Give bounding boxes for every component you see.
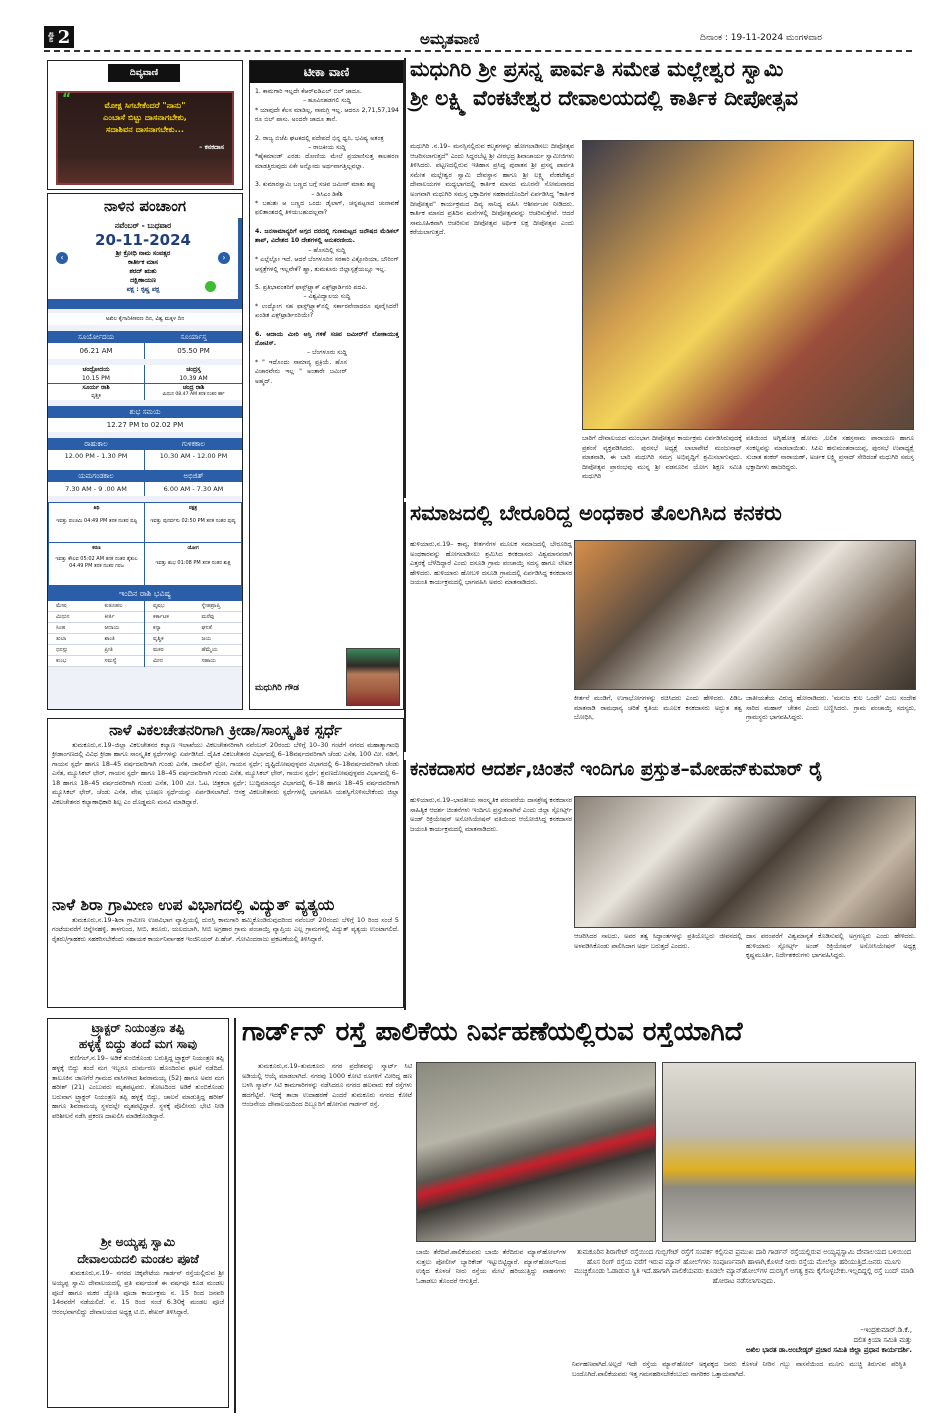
teeka-item-head: 5. ಪ್ರತಿಭಾವಂತರಿಗೆ ಫಾಸ್ಟ್‌ಟ್ರ್ಯಾಕ್ ಎಕ್ಸ್‌ಟ್ರಾರ್ಡಿನರಿ ಪದವಿ. (255, 283, 368, 291)
rashi-result: ಮರೆವು (201, 614, 215, 620)
rashi-sign: ಕುಂಭ (56, 658, 67, 664)
divyavani-title: ದಿವ್ಯವಾಣಿ (108, 64, 180, 82)
rashi-sign: ತುಲಾ (56, 636, 67, 642)
ayyappa-headline-1: ಶ್ರೀ ಅಯ್ಯಪ್ಪ ಸ್ವಾಮಿ (100, 1235, 176, 1249)
rashi-result: ಘನತೆ (201, 625, 212, 631)
garden-signature-role-2: ಅಖಿಲ ಭಾರತ ಡಾ.ಅಂಬೇಡ್ಕರ್ ಪ್ರಚಾರ ಸಮಿತಿ ಜಿಲ್ಲಾ ಪ್ರಧಾನ ಕಾರ್ಯದರ್ಶಿ. (745, 1346, 912, 1354)
article-temple (404, 58, 914, 498)
rashi-result: ಸ್ನೇಹಪ್ರಾಪ್ತಿ (201, 603, 221, 609)
rashi-sign: ಧನಸ್ಸು (56, 647, 68, 653)
kanaka2-body-1: ಹುಳಿಯಾರು,ನ.19–ಭಾರತೀಯ ಸಾಂಸ್ಕೃತಿಕ ಪರಂಪರೆಯ ದಾಸಶ್ರೇಷ್ಠ ಕನಕದಾಸರ ಸಾಹಿತ್ಯಿಕ ಆದರ್ಶ ಚಿಂತನೆಗಳು ಇಂದಿಗೂ ಪ್ರಸ್ತುತವಾಗಿವೆ ಎಂದು ಜಿಲ್ಲಾ ಸ್ಪೋರ್ಟ್ಸ್ ಅಂಡ್ ರಿಕ್ರಿಯೇಷನ್ ಅಸೋಸಿಯೇಷನ್ ವತಿಯಿಂದ ಆಯೋಜಿಸಿದ್ದ ಕನಕದಾಸರ ಜಯಂತಿ ಕಾರ್ಯಕ್ರಮದಲ್ಲಿ ಮಾತನಾಡಿದರು. (410, 796, 572, 833)
kanaka1-body-3: ಜಾತೀಯತೆಯ ವಿರುದ್ಧ ಹೋರಾಡಿದರು. 'ಮನುಜ ಕುಲ ಒಂದೇ' ಎಂಬ ಸಂದೇಶ ಸಾರಿದ ಮಹಾನ್ ಚೇತನ ಎಂದು ಬಣ್ಣಿಸಿದರು. ಗ್ರಾಮ ಪಂಚಾಯ್ತಿ ಸದಸ್ಯರು, ಗ್ರಾಮಸ್ಥರು ಭಾಗವಹಿಸಿದ್ದರು. (746, 694, 916, 722)
teeka-item-head: 2. ರಾಜ್ಯ ಬಿಜೆಪಿ ಘಟಕದಲ್ಲಿ ಪದೇಪದೆ ಭಿನ್ನ ಧ್ವನಿ, ಭವಿಷ್ಯ ಅತಂತ್ರ (255, 134, 384, 142)
teeka-item-comment: * ಯಾವುದೇ ಕೆಲಸ ಮಾಡಿಲ್ಲ, ಸಾಮಗ್ರಿ ಇಲ್ಲ. ಆದರೂ 2,71,57,194 ರೂ ಬಿಲ್ ಪಾಸು. ಅಂದರೇ ಜಾದೂ ತಾನೆ. (255, 106, 399, 124)
teeka-vani-box (249, 60, 404, 710)
rashi-sign: ಮೇಷ (56, 603, 67, 609)
sports-body: ತುಮಕೂರು,ನ.19–ಜಿಲ್ಲಾ ವಿಕಲಚೇತನರ ಕಲ್ಯಾಣ ಇಲಾಖೆಯು ವಿಕಲಚೇತನರಿಗಾಗಿ ನವೆಂಬರ್ 20ರಂದು ಬೆಳಿಗ್ಗೆ 10–30 ಗಂಟೆಗೆ ನಗರದ ಮಹಾತ್ಮಾಗಾಂಧಿ ಕ್ರೀಡಾಂಗಣದಲ್ಲಿ ವಿವಿಧ ಕ್ರೀಡಾ ಹಾಗೂ ಸಾಂಸ್ಕೃತಿಕ ಸ್ಪರ್ಧೆಗಳನ್ನು ಏರ್ಪಡಿಸಿದೆ. ದೈಹಿಕ ವಿಕಲಚೇತನರ ವಿಭಾಗದಲ್ಲಿ 6–18ವರ್ಷದವರಿಗಾಗಿ ಚೆಂಡು ಎಸೆತ, 100 ಮೀ. ನಡಿಗೆ, ಗಾಯನ ಸ್ಪರ್ಧೆ ಹಾಗೂ 18–45 ವರ್ಷದವರಿಗಾಗಿ ಗುಂಡು ಎಸೆತ, ಜಾವಲಿನ್ ಥ್ರೋ, ಗಾಯನ ಸ್ಪರ್ಧೆ; ದೃಷ್ಟಿದೋಷವುಳ್ಳವರ ವಿಭಾಗದಲ್ಲಿ 6–18ವರ್ಷದವರಿಗಾಗಿ ಚೆಂಡು ಎಸೆತ, ಮ್ಯೂಸಿಕಲ್ ಛೇರ್, ಗಾಯನ ಸ್ಪರ್ಧೆ ಹಾಗೂ 18–45 ವರ್ಷದವರಿಗಾಗಿ ಗುಂಡು ಎಸೆತ, ಮ್ಯೂಸಿಕಲ್ ಛೇರ್, ಗಾಯನ ಸ್ಪರ್ಧೆ; ಶ್ರವಣದೋಷವುಳ್ಳವರ ವಿಭಾಗದಲ್ಲಿ 6–18 ಹಾಗೂ 18–45 ವರ್ಷದವರಿಗಾಗಿ ಗುಂಡು ಎಸೆತ, 100 ಮೀ. ಓಟ, ಚಿತ್ರಕಲಾ ಸ್ಪರ್ಧೆ; ಬುದ್ಧಿಮಾಂದ್ಯರ ವಿಭಾಗದಲ್ಲಿ 6–18 ಹಾಗೂ 18–45 ವರ್ಷದವರಿಗಾಗಿ ಮ್ಯೂಸಿಕಲ್ ಛೇರ್, ಚೆಂಡು ಎಸೆತ, ವೇಷ ಭೂಷಣ ಸ್ಪರ್ಧೆಯನ್ನು ಏರ್ಪಡಿಸಲಾಗಿದೆ. ಆಸಕ್ತ ವಿಕಲಚೇತನರು ಸ್ಪರ್ಧೆಗಳಲ್ಲಿ ಭಾಗವಹಿಸಿ ಯಶಸ್ವಿಗೊಳಿಸಬೇಕೆಂದು ಜಿಲ್ಲಾ ವಿಕಲಚೇತನರ ಕಲ್ಯಾಣಾಧಿಕಾರಿ ಶಿಲ್ಪ ಎಂ ದೊಡ್ಡಮನಿ ಮನವಿ ಮಾಡಿದ್ದಾರೆ. (52, 740, 399, 807)
teeka-item-source: – ಡಿಸಿಎಂ ಡಿಕೆಶಿ (311, 190, 343, 198)
teeka-item (255, 134, 399, 172)
rashi-result: ಜಯ (201, 636, 212, 642)
quote-open-icon: “ (62, 91, 72, 107)
header-divider (44, 50, 912, 52)
kanaka2-body-2: ಆಚರಿಸಿದರ ಸಾಲದು, ಅವರ ತತ್ವ ಸಿದ್ಧಾಂತಗಳನ್ನು ಪ್ರತಿಯೊಬ್ಬರು ಜೀವನದಲ್ಲಿ ಅಳವಡಿಸಿಕೊಂಡು ಪಾಲಿಸಿದಾಗ ಅರ್ಥ ಬರುತ್ತದೆ ಎಂದರು. (574, 932, 742, 950)
karana: ಇವತ್ತು ಕೌಲವ 05:02 AM ತನಕ ನಂತರ ತೈತುಲ 04.49 PM ತನಕ ನಂತರ ಗರಜ (55, 556, 138, 569)
abhijit-label: ಅಭಿಜಿತ್ (145, 470, 242, 482)
rashi-result: ಕುತೂಹಲ (97, 601, 146, 612)
rashi-sign: ವೃಷಭ (153, 603, 165, 609)
page-number: 2 (57, 26, 71, 48)
sunset-label: ಸೂರ್ಯಾಸ್ತ (145, 331, 242, 343)
rashi-sign: ವೃಶ್ಚಿಕ (153, 636, 164, 642)
rashi-result: ಶಾಂತಿ (97, 634, 146, 645)
rahukala-time: 12.00 PM - 1.30 PM (48, 450, 145, 470)
quote-line-1: ಮೋಕ್ಷ ಸಿಗಬೇಕೆಂದರೆ "ನಾನು" (104, 100, 186, 110)
teeka-item-source: – ವಿಶ್ವವಿದ್ಯಾಲಯ ಸುದ್ದಿ (303, 293, 351, 301)
power-body: ತುಮಕೂರು,ನ.19–ಶಿರಾ ಗ್ರಾಮೀಣ ಉಪವಿಭಾಗ ವ್ಯಾಪ್ತಿಯಲ್ಲಿ ದುರಸ್ತಿ ಕಾಮಗಾರಿ ಹಮ್ಮಿಕೊಂಡಿರುವುದರಿಂದ ನವೆಂಬರ್ 20ರಂದು ಬೆಳಿಗ್ಗೆ 10 ರಿಂದ ಸಂಜೆ 5 ಗಂಟೆಯವರೆಗೆ ಚಿನ್ನೇನಹಳ್ಳಿ, ತಾಳಗುಂದ, ಸೀಬಿ, ತರೂರು, ಯಲದಬಾಗಿ, ಸೀಬಿ ಅಗ್ರಹಾರ ಗ್ರಾಮ ಪಂಚಾಯ್ತಿ ವ್ಯಾಪ್ತಿಯ ಎಲ್ಲ ಗ್ರಾಮಗಳಲ್ಲಿ ವಿದ್ಯುತ್ ವ್ಯತ್ಯಯ ಉಂಟಾಗಲಿದೆ. ರೈತರು/ಗ್ರಾಹಕರು ಸಹಕರಿಸಬೇಕೆಂದು ಸಹಾಯಕ ಕಾರ್ಯನಿರ್ವಾಹಕ ಇಂಜಿನಿಯರ್ ಪಿ.ಹೆಚ್. ಗೋವಿಂದರಾಜು ಪ್ರಕಟಣೆಯಲ್ಲಿ ತಿಳಿಸಿದ್ದಾರೆ. (52, 915, 399, 943)
garden-photo-1 (416, 1062, 656, 1242)
kanaka2-headline: ಕನಕದಾಸರ ಆದರ್ಶ,ಚಿಂತನೆ ಇಂದಿಗೂ ಪ್ರಸ್ತುತ–ಮೋಹನ್‌ಕುಮಾರ್ ರೈ (410, 759, 823, 780)
article-garden-road (234, 1018, 914, 1413)
kanaka1-headline: ಸಮಾಜದಲ್ಲಿ ಬೇರೂರಿದ್ದ ಅಂಧಕಾರ ತೊಲಗಿಸಿದ ಕನಕರು (410, 501, 782, 525)
paper-name: ಅಮೃತವಾಣಿ (420, 30, 480, 48)
teeka-author: ಮಧುಗಿರಿ ಗೌಡ (255, 683, 299, 693)
moonset-time: 10.39 AM (179, 375, 208, 382)
chandra-rashi: ಮಿಥುನ 08.47 AM ತನಕ ನಂತರ ಕರ್ಕ (162, 392, 225, 397)
teeka-vani-title: ಟೀಕಾ ವಾಣಿ (250, 61, 403, 83)
chandra-rashi-label: ಚಂದ್ರ ರಾಶಿ (182, 384, 205, 391)
teeka-item-head: 4. ಜನಸಾಮಾನ್ಯರಿಗೆ ಅಗ್ಗದ ದರದಲ್ಲಿ ಗುಣಮಟ್ಟದ ಜನೌಷದ ಮೆಡಿಕಲ್ ಶಾಪ್, ವಿದೇಶದ 10 ದೇಶಗಳಲ್ಲಿ ಅನುಕರಣೀಯ. (255, 227, 399, 245)
nakshatra: ಇವತ್ತು ಪುನರ್ವಸು 02:50 PM ತನಕ ನಂತರ ಪುಷ್ಯ (150, 518, 236, 524)
sunrise-time: 06.21 AM (48, 343, 145, 359)
moonrise-label: ಚಂದ್ರೋದಯ (82, 366, 110, 373)
temple-body-2: ಬಾರಿಗೆ ದೇವಾಲಯದ ಮುಂಭಾಗ ದೀಪೋತ್ಸವ ಕಾರ್ಯಕ್ರಮ ಏರ್ಪಡಿಸಿರುವುದಕ್ಕೆ ಪ್ರಶಂಸೆ ವ್ಯಕ್ತಪಡಿಸಿದರು. ಪುರಸಭೆ ಅಧ್ಯಕ್ಷೆ ಲಾಲಾಪೇಟೆ ಮಂಜುನಾಥ್ ಮಾತನಾಡಿ, ಈ ಬಾರಿ ಮಧುಗಿರಿ ಸಮಗ್ರ ಅಭಿವೃದ್ಧಿಗೆ ಶ್ರಮಿಸಲಾಗುವುದು. ದೀಪೋತ್ಸವ ಪ್ರಾರಂಭವು ಮುನ್ನ ಶ್ರೀ ವಡನೂರಿನ ಯೋಗ ಶಿಕ್ಷಣ ಸಮಿತಿ ಮಧುಗಿರಿ (582, 434, 742, 481)
rashi-sign: ಮಕರ (153, 647, 164, 653)
rashi-row (48, 612, 242, 623)
teeka-item-comment: *ಹೈಕಮಾಂಡ್ ಎರಡು ದೋಣಿಯ ಮೇಲೆ ಪ್ರಯಾಣಿಸುತ್ತ ಕಾಲಹರಣ ಮಾಡತ್ತಿರುವುದು ಏಕೇ ಅನ್ನೋದು ಅರ್ಥವಾಗತ್ತಿಲ್ಲವಲ್ಲಾ. (255, 153, 399, 170)
rashi-sign: ಕನ್ಯಾ (153, 625, 162, 631)
tractor-headline-1: ಟ್ರ್ಯಾಕ್ಟರ್ ನಿಯಂತ್ರಣ ತಪ್ಪಿ (91, 1021, 185, 1035)
teeka-item-source: – ಹೊಸದಿಲ್ಲಿ ಸುದ್ದಿ (308, 246, 346, 254)
special-day: ಅಖಿಲ ಕೈಗಾರಿಕೀಕರಣ ದಿನ, ವಿಶ್ವ ಮಕ್ಕಳ ದಿನ (48, 313, 242, 325)
teeka-item-source: – ಹೂವಿನಹಡಗಲಿ ಸುದ್ದಿ (302, 97, 352, 105)
kanaka1-body-1: ಹುಳಿಯಾರು,ನ.19– ಕಾವ್ಯ, ಕೀರ್ತನೆಗಳ ಮೂಲಕ ಸಮಾಜದಲ್ಲಿ ಬೇರೂರಿದ್ದ ಅಂಧಕಾರವನ್ನು ಹೋಗಲಾಡಿಸಲು ಶ್ರಮಿಸಿದ ಕನಕದಾಸರು ವಿಶ್ವಮಾನವರಾಗಿ ಎತ್ತರಕ್ಕೆ ಬೆಳೆದಿದ್ದಾರೆ ಎಂದು ದಸೂಡಿ ಗ್ರಾಮ ಪಂಚಾಯ್ತಿ ಸದಸ್ಯ ಹಾಗೂ ಲೇಖಕ ಹೇಳಿದರು. ಹುಳಿಯಾರು ಹೋಬಳಿ ದಸೂಡಿ ಗ್ರಾಮದಲ್ಲಿ ಏರ್ಪಡಿಸಿದ್ದ ಕನಕದಾಸರ ಜಯಂತಿ ಕಾರ್ಯಕ್ರಮದಲ್ಲಿ ಭಾಗವಹಿಸಿ ಅವರು ಮಾತನಾಡಿದರು. (410, 540, 572, 587)
next-day-button[interactable]: › (218, 252, 230, 264)
rashi-sign: ಕರ್ಕಾಟಕ (153, 614, 169, 620)
shubha-label: ಶುಭ ಸಮಯ (48, 406, 242, 418)
teeka-item (255, 87, 399, 125)
issue-date: ದಿನಾಂಕ : 19-11-2024 ಮಂಗಳವಾರ (700, 33, 822, 43)
rashi-result: ಹೆಮ್ಮೆಯ (201, 647, 218, 653)
rashi-row (48, 634, 242, 645)
author-photo (346, 648, 400, 706)
samvatsara: ಶ್ರೀ ಕ್ರೋಧಿ ನಾಮ ಸಂವತ್ಸರ (115, 250, 171, 257)
sports-headline: ನಾಳೆ ವಿಕಲಚೇತನರಿಗಾಗಿ ಕ್ರೀಡಾ/ಸಾಂಸ್ಕೃತಿಕ ಸ್ಪರ್ಧೆ (109, 721, 342, 739)
tractor-headline-2: ಹಳ್ಳಕ್ಕೆ ಬಿದ್ದು ತಂದೆ ಮಗ ಸಾವು (78, 1037, 198, 1052)
masa: ಕಾರ್ತೀಕ ಮಾಸ (127, 259, 159, 266)
ayana: ದಕ್ಷಿಣಾಯಣ (130, 277, 156, 284)
teeka-item-source: – ರಾಜಕೀಯ ಸುದ್ದಿ (308, 144, 346, 152)
rashi-sign: ಮೀನ (153, 658, 163, 664)
moonset-label: ಚಂದ್ರಸ್ತ (186, 366, 201, 373)
rashi-result: ಆದಾಯ (97, 623, 146, 634)
kanaka1-photo (574, 540, 916, 690)
panchanga-box (47, 193, 243, 710)
teeka-item (255, 180, 399, 218)
temple-headline-1: ಮಧುಗಿರಿ ಶ್ರೀ ಪ್ರಸನ್ನ ಪಾರ್ವತಿ ಸಮೇತ ಮಲ್ಲೇಶ್ವರ ಸ್ವಾಮಿ (410, 57, 784, 81)
gulika-label: ಗುಳಿಕಕಾಲ (145, 438, 242, 450)
temple-body-1: ಮಧುಗಿರಿ .ನ.19– ಮನಸ್ಸಿನಲ್ಲಿರುವ ಕಲ್ಮಶಗಳನ್ನು ಹೋಗಲಾಡಿಸಲು ದೀಪೋತ್ಸವ ಆಚರಿಸಲಾಗುತ್ತದೆ" ಎಂದು ಸಿದ್ದರಬೆಟ್ಟ ಶ್ರೀ ವೀರಭದ್ರ ಶಿವಾಚಾರ್ಯ ಸ್ವಾಮೀಜಿಗಳು ತಿಳಿಸಿದರು. ಪಟ್ಟಣದಲ್ಲಿರುವ ಇತಿಹಾಸ ಪ್ರಸಿದ್ಧ ಪುರಾತನ ಶ್ರೀ ಪ್ರಸನ್ನ ಪಾರ್ವತಿ ಸಮೇತ ಮಲ್ಲೇಶ್ವರ ಸ್ವಾಮಿ ದೇವಸ್ಥಾನ ಹಾಗೂ ಶ್ರೀ ಲಕ್ಷ್ಮಿ ವೆಂಕಟೇಶ್ವರ ದೇವಾಲಯಗಳ ಮಧ್ಯಭಾಗದಲ್ಲಿ ಕಾರ್ತಿಕ ಮಾಸದ ಮೂರನೇ ಸೋಮವಾರದ ಅಂಗವಾಗಿ ಮಧುಗಿರಿ ಸಮಸ್ತ ಭಕ್ತಾದಿಗಳ ಸಹಕಾರದೊಂದಿಗೆ ಏರ್ಪಡಿಸಿದ್ದ "ಕಾರ್ತಿಕ ದೀಪೋತ್ಸವ" ಕಾರ್ಯಕ್ರಮದ ದಿವ್ಯ ಸಾನಿಧ್ಯ ವಹಿಸಿ ಆಶೀರ್ವಚನ ನೀಡಿದರು. ಕಾರ್ತಿಕ ಮಾಸದ ಪ್ರತಿದಿನ ಮನೆಗಳಲ್ಲಿ ದೀಪೋತ್ಸವವನ್ನು ಆಚರಿಸುತ್ತೇವೆ. ಆದರೆ ಸಾಮೂಹಿಕವಾಗಿ ಆಚರಿಸುವ ದೀಪೋತ್ಸವ ಅರ್ಥಿಕ ಲಕ್ಷ ದೀಪೋತ್ಸವ ಎಂದು ಕರೆಯಲಾಗುತ್ತದೆ. (410, 142, 574, 237)
nakshatra-label: ನಕ್ಷತ್ರ (188, 505, 198, 511)
karana-label: ಕರಣ (92, 545, 101, 551)
tithi: ಇವತ್ತು ಪಂಚಮಿ 04:49 PM ತನಕ ನಂತರ ಷಷ್ಠಿ (56, 518, 137, 524)
power-headline: ನಾಳೆ ಶಿರಾ ಗ್ರಾಮೀಣ ಉಪ ವಿಭಾಗದಲ್ಲಿ ವಿದ್ಯುತ್ ವ್ಯತ್ಯಯ (52, 895, 335, 914)
page-label: ಪುಟ (47, 31, 57, 43)
teeka-item-comment: * " ಇದೊಂದು ಸಾಮಾನ್ಯ ಪ್ರಕ್ರಿಯೆ. ಹೊಸ ವಿಚಾರವೇನು ಇಲ್ಲ " ಅಂತಾರೇ ಜಮೀರ್ ಅಹ್ಮದ್. (255, 358, 347, 385)
article-tractor (47, 1018, 229, 1226)
moonrise-time: 10.15 PM (82, 375, 110, 382)
tractor-body: ಕುಣಿಗಲ್,ನ.19– ಅಡಿಕೆ ತುಂಬಿಕೊಂಡು ಬರುತ್ತಿದ್ದ ಟ್ರ್ಯಾಕ್ಟರ್ ನಿಯಂತ್ರಣ ತಪ್ಪಿ ಹಳ್ಳಕ್ಕೆ ಬಿದ್ದು ತಂದೆ ಮಗ ಇಬ್ಬರೂ ದುರ್ಮರಣ ಹೊಂದಿರುವ ಘಟನೆ ನಡೆದಿದೆ. ತಾಲೂಕಿನ ಜಾಣಗೆರೆ ಗ್ರಾಮದ ವಾಸಿಗಳಾದ ಶಿವರಾಮಯ್ಯ (52) ಹಾಗೂ ಅವರ ಮಗ ಹರೀಶ್ (21) ಎಂಬುವರು ಮೃತಪಟ್ಟವರು. ತೋಟದಿಂದ ಅಡಿಕೆ ತುಂಬಿಕೊಂಡು ಬರುವಾಗ ಟ್ರ್ಯಾಕ್ಟರ್ ನಿಯಂತ್ರಣ ತಪ್ಪಿ ಹಳ್ಳಕ್ಕೆ ಬಿದ್ದು, ಚಾಲನೆ ಮಾಡುತ್ತಿದ್ದ ಹರೀಶ್ ಹಾಗೂ ಶಿವರಾಮಯ್ಯ ಸ್ಥಳದಲ್ಲೇ ಮೃತಪಟ್ಟಿದ್ದಾರೆ. ಸ್ಥಳಕ್ಕೆ ಪೊಲೀಸರು ಭೇಟಿ ನೀಡಿ ಪರಿಶೀಲನೆ ನಡೆಸಿ ಪ್ರಕರಣ ದಾಖಲಿಸಿ ಮಾಡಿಕೊಂಡಿದ್ದಾರೆ. (52, 1054, 224, 1120)
teeka-item (255, 227, 399, 274)
teeka-item-comment: * ಉದ್ಯೋಗ ಸಹ ಫಾಸ್ಟ್‌ಟ್ರ್ಯಾಕ್‌ನಲ್ಲಿ ಸರ್ಕಾರವೇನಾದರೂ ಪೂರೈಸಿದರೆ! ಖಂಡಿತ ಎಕ್ಸ್‌ಟ್ರಾರ್ಡಿನರಿಯೇ? (255, 302, 399, 320)
quote-line-3: ಸದಾಶಿವನ ದಾಸನಾಗಬೇಕು... (106, 124, 184, 134)
rutu: ಶರದ್ ಋತು (129, 268, 157, 275)
teeka-item-comment: * ಬಹುಶಃ ಆ ಬಣ್ಣದ ಒಂದು ಡೈಲಾಗ್, ಚನ್ನಪಟ್ಟಣದ ಚುನಾವಣೆ ಫಲಿತಾಂಶದಲ್ಲಿ ತಿಳಿಯಬಹುದಲ್ಲವಾ? (255, 200, 399, 217)
kanaka1-body-2: ಕೀರ್ತನೆ ಮಂಡಿಗೆ, ಉಗಾಭೋಗಗಳನ್ನು ರಚಿಸಿದರು ಎಂದು ಹೇಳಿದರು. ಪಿಡಿಒ ಮಾತನಾಡಿ ರಾಮಧಾನ್ಯ ಚರಿತೆ ಕೃತಿಯ ಮೂಲಕ ಕನಕದಾಸರು ಅದ್ಭುತ ತತ್ವ ಬೋಧಿಸಿ, (574, 694, 742, 722)
teeka-item-comment: * ಎಲ್ಲೆಲ್ಲೋ ಇದೆ. ಆದರೆ ಬೆಂಗಳೂರಿನ ಸರಕಾರಿ ವಿಕ್ಟೋರಿಯಾ, ಬೌರಿಂಗ್ ಆಸ್ಪತ್ರೆಗಳಲ್ಲಿ ಇಲ್ಲವೇಕೆ? ಹ್ಹಾ, ತುಮಕೂರು ಜಿಲ್ಲಾಸ್ಪತ್ರೆಯಲ್ಲೂ ಇಲ್ಲ. (255, 256, 399, 273)
teeka-item-source: – ಬೆಂಗಳೂರು ಸುದ್ದಿ (307, 349, 347, 357)
yamaganda-time: 7.30 AM - 9 .00 AM (48, 482, 145, 496)
sunrise-label: ಸೂರ್ಯೋದಯ (48, 331, 145, 343)
garden-tail: ನಿರ್ವಹಣವಾಗಿದೆ.ಅಲ್ಲದೆ ಇದೇ ರಸ್ತೆಯ ಮ್ಯಾನ್‌ಹೋಲ್ ಅಕ್ಕಪಕ್ಕದ ಜನರು ಕೊಳಚೆ ನೀರಿನ ಗಬ್ಬು ವಾಸನೆಯಿಂದ ಮೂಗು ಮುಚ್ಚಿ ತಿರುಗುವ ಪರಿಸ್ಥಿತಿ ಬಂದೊಗಿದೆ.ಪಾಲಿಕೆಯವರು ಇತ್ತ ಗಮನಹರಿಸಬೇಕೆಂಬುದು ನಾಗರಿಕರ ಒತ್ತಾಯವಾಗಿದೆ. (572, 1360, 906, 1378)
garden-headline: ಗಾರ್ಡ್‌ನ್ ರಸ್ತೆ ಪಾಲಿಕೆಯ ನಿರ್ವಹಣೆಯಲ್ಲಿರುವ ರಸ್ತೆಯಾಗಿದೆ (242, 1017, 743, 1047)
gulika-time: 10.30 AM - 12.00 PM (159, 452, 228, 460)
tithi-label: ತಿಥಿ (93, 505, 100, 511)
panchanga-date: 20-11-2024 (95, 231, 191, 249)
prev-day-button[interactable]: ‹ (56, 252, 68, 264)
article-kanaka-1 (404, 502, 914, 752)
whatsapp-share-icon[interactable] (205, 281, 216, 292)
article-ayyappa (47, 1226, 229, 1408)
ayyappa-headline-2: ದೇವಾಲಯದಲಿ ಮಂಡಲ ಪೂಜೆ (77, 1252, 199, 1267)
surya-rashi: ವೃಶ್ಚಿಕ (91, 393, 101, 399)
kanaka2-photo (574, 796, 916, 928)
page-number-badge (44, 26, 74, 48)
ayyappa-body: ತುಮಕೂರು,ನ.19– ನಗರದ ಚಿಕ್ಕಪೇಟೆಯ ಗಾರ್ಡನ್ ರಸ್ತೆಯಲ್ಲಿರುವ ಶ್ರೀ ಅಯ್ಯಪ್ಪ ಸ್ವಾಮಿ ದೇವಾಲಯದಲ್ಲಿ ಪ್ರತಿ ವರ್ಷದಂತೆ ಈ ವರ್ಷವೂ ಕೂಡ ಮಂಡಲ ಪೂಜೆ ಹಾಗೂ ಮಕರ ಜ್ಯೋತಿ ಪೂಜಾ ಕಾರ್ಯಕ್ರಮ ನ. 15 ರಿಂದ ಜನವರಿ 14ರವರೆಗೆ ನಡೆಯಲಿದೆ. ನ. 15 ರಿಂದ ಸಂಜೆ 6.30ಕ್ಕೆ ಮಂಡಲ ಪೂಜೆ ಆರಂಭವಾಗಲಿದ್ದು ದೇವಾಲಯದ ಅಧ್ಯಕ್ಷ ಟಿ.ಬಿ. ಶೇಖರ್ ತಿಳಿಸಿದ್ದಾರೆ. (52, 1269, 224, 1316)
yamaganda-label: ಯಮಗಂಡಕಾಲ (48, 470, 145, 482)
surya-rashi-label: ಸೂರ್ಯ ರಾಶಿ (82, 384, 110, 391)
temple-photo (582, 140, 914, 430)
rashi-sign: ಸಿಂಹ (56, 625, 66, 631)
rahukala-label: ರಾಹುಕಾಲ (48, 438, 145, 450)
divyavani-quote-card (56, 91, 234, 185)
shubha-time: 12.27 PM to 02.02 PM (106, 421, 184, 429)
panchanga-title: ನಾಳಿನ ಪಂಚಾಂಗ (48, 194, 242, 218)
rashi-row (48, 601, 242, 612)
rashi-title: ಇಂದಿನ ರಾಶಿ ಭವಿಷ್ಯ (48, 586, 242, 601)
sunset-time: 05.50 PM (177, 347, 210, 355)
month-day: ನವೆಂಬರ್ - ಬುಧವಾರ (114, 221, 172, 230)
garden-signature-name: –ಇಂದ್ರಕುಮಾರ್.ಡಿ.ಕೆ., (860, 1326, 912, 1334)
rashi-row (48, 645, 242, 656)
paksha: ಪಕ್ಷ : ಕೃಷ್ಣ ಪಕ್ಷ (126, 286, 160, 293)
teeka-item-head: 6. ಆದಾಯ ಮೀರಿ ಆಸ್ತಿ ಗಳಿಕೆ ಸಚಿವ ಜಮೀರ್‌ಗೆ ಲೋಕಾಯುಕ್ತ ನೋಟಿಸ್. (255, 330, 399, 347)
rashi-sign: ಮಿಥುನ (56, 614, 70, 620)
yoga: ಇವತ್ತು ಶುಭ 01:08 PM ತನಕ ನಂತರ ಶುಕ್ಲ (155, 560, 231, 566)
teeka-item (255, 330, 399, 386)
panchanga-date-card (48, 218, 242, 309)
rashi-result: ಸಮಸ್ಯೆ (97, 656, 146, 667)
teeka-item (255, 283, 399, 321)
garden-signature-role-1: ದಲಿತ ಕ್ರಿಯಾ ಸಮಿತಿ ಮತ್ತು (853, 1336, 912, 1344)
quote-line-2: ಎಂಬಾಸೆ ಬಿಟ್ಟು ದಾಸನಾಗಬೇಕು, (103, 112, 187, 122)
rashi-result: ಪ್ರೀತಿ (97, 645, 146, 656)
teeka-item-head: 1. ಕಾಮಗಾರಿ ಇಲ್ಲದೇ ಕೆಆರ್‌ಐಡಿಎಲ್ ಬಿಲ್ ಜಾದೂ. (255, 88, 362, 95)
quote-author: – ಕನಕದಾಸ (199, 143, 224, 151)
abhijit-time: 6.00 AM - 7.30 AM (163, 485, 224, 493)
article-kanaka-2 (404, 760, 914, 1010)
article-sports (47, 718, 404, 1008)
rashi-result: ಸಹಾಯ (201, 658, 217, 664)
divyavani-box (47, 60, 243, 190)
rashi-row (48, 623, 242, 634)
rashi-table (48, 601, 242, 667)
rashi-result: ಕೀರ್ತಿ (97, 612, 146, 623)
teeka-item-head: 3. ಕುಮಾರಸ್ವಾಮಿ ಬಣ್ಣದ ಬಗ್ಗೆ ಸಚಿವ ಜಮೀರ್ ಮಾತು ತಪ್ಪು (255, 181, 376, 189)
garden-body-2: ಬಾಯಿ ತೆರೆದಿವೆ.ಪಾಲಿಕೆಯವರು ಬಾಯಿ ತೆರೆದಿರುವ ಮ್ಯಾನ್‌ಹೋಲ್‌ಗಳ ಸುತ್ತಲು ಪೋಲೀಸ್ ಬ್ಯಾರಿಕೇಡ್ ಇಟ್ಟುಬಿಟ್ಟಿದ್ದಾರೆ. ಮ್ಯಾನ್‌ಹೋಲ್‌ನಿಂದ ಉಕ್ಕಿದ ಕೊಳಚೆ ನೀರು ರಸ್ತೆಯ ಮೇಲೆ ಹರಿಯುತ್ತಿದ್ದು ವಾಹನಗಳು ಓಡಾಡಲು ತೊಂದರೆ ಆಗುತ್ತಿದೆ. (416, 1248, 566, 1285)
rashi-row (48, 656, 242, 667)
garden-caption: ತುಮಕೂರಿನ ಶಿರಾಗೇಟ್ ರಸ್ತೆಯಿಂದ ಗುಬ್ಬಿಗೇಟ್ ರಸ್ತೆಗೆ ಸಂಪರ್ಕ ಕಲ್ಪಿಸುವ ಪ್ರಮುಖ ದಾರಿ ಗಾರ್ಡನ್ ರಸ್ತೆಯಲ್ಲಿರುವ ಅಯ್ಯಪ್ಪಸ್ವಾಮಿ ದೇವಾಲಯದ ಬಳಿಯಿಂದ ಹೊಸ ರಿಂಗ್ ರಸ್ತೆಯ ವರೆಗೆ ಇರುವ ಮ್ಯಾನ್ ಹೋಲ್‌ಗಳು ಸಂಪೂರ್ಣವಾಗಿ ಹಾಳಾಗಿ,ಕೊಳಚೆ ನೀರು ರಸ್ತೆಯ ಮೇಲೆಲ್ಲಾ ಹರಿಯುತ್ತಿದೆ.ಜನರು ಮೂಗು ಮುಚ್ಚಿಕೊಂಡು ಓಡಾಡುವ ಸ್ಥಿತಿ ಇದೆ.ಹಾಗಾಗಿ ಪಾಲಿಕೆಯವರು ಕೂಡಲೇ ಮ್ಯಾನ್‌ಹೋಲ್‌ಗಳ ದುರಸ್ಥಿಗೆ ಅಗತ್ಯ ಕ್ರಮ ಕೈಗೊಳ್ಳಬೇಕು.ಇಲ್ಲದಿದ್ದಲ್ಲಿ ರಸ್ತೆ ಬಂದ್ ಮಾಡಿ ಹೋರಾಟ ನಡೆಸಲಾಗುವುದು. (574, 1248, 914, 1285)
garden-body-1: ತುಮಕೂರು,ನ.19–ತುಮಕೂರು ನಗರ ಪ್ರದೇಶವನ್ನು ಸ್ಮಾರ್ಟ್ ಸಿಟಿ ಅಡಿಯಲ್ಲಿ ಆಯ್ಕೆ ಮಾಡಲಾಗಿದೆ. ನಗರವು 1000 ಕೋಟಿ ರೂಗಳಿಗೆ ಮೀರಿದ್ದ ಹಣ ಬಳಸಿ ಸ್ಮಾರ್ಟ್ ಸಿಟಿ ಕಾಮಗಾರಿಗಳನ್ನು ನಡೆಸಿದರೂ ನಗರದ ಹಲವಾರು ಕಡೆ ರಸ್ತೆಗಳು ಹದಗೆಟ್ಟಿವೆ. ಇದಕ್ಕೆ ತಾಜಾ ಉದಾಹರಣೆ ಎಂದರೆ ತುಮಕೂರು ನಗರದ ಕೋಟೆ ಆಂಜನೇಯ ದೇವಾಲಯದಿಂದ ದಿಬ್ಬೂರಿಗೆ ಹೋಗುವ ಗಾರ್ಡನ್ ರಸ್ತೆ. (242, 1062, 412, 1109)
yoga-label: ಯೋಗ (187, 545, 199, 551)
garden-photo-2 (662, 1062, 916, 1242)
kanaka2-body-3: ದಾಸ ಪರಂಪರೆಗೆ ವಿಶ್ವಮಾನ್ಯತೆ ಕೊಡಿಸುವಲ್ಲಿ ಅಗ್ರಗಣ್ಯರು ಎಂದು ಹೇಳಿದರು. ಹುಳಿಯಾರು ಸ್ಪೋರ್ಟ್ಸ್ ಅಂಡ್ ರಿಕ್ರಿಯೇಷನ್ ಅಸೋಸಿಯೇಷನ್ ಅಧ್ಯಕ್ಷ ಕೃಷ್ಣಮೂರ್ತಿ, ನಿರ್ದೇಶಕರುಗಳು ಭಾಗವಹಿಸಿದ್ದರು. (746, 932, 916, 960)
temple-headline-2: ಶ್ರೀ ಲಕ್ಷ್ಮಿ ವೆಂಕಟೇಶ್ವರ ದೇವಾಲಯದಲ್ಲಿ ಕಾರ್ತಿಕ ದೀಪೋತ್ಸವ (410, 85, 799, 110)
temple-body-3: ವತಿಯಿಂದ ಅಗ್ನಿಹೋತ್ರ ಹೋಮ ,ಲಲಿತ ಸಹಸ್ರನಾಮ ಪಾರಾಯಣ ಹಾಗೂ ಸಂಕಲ್ಪವನ್ನು ಮಾಡಲಾಯಿತು. ಸಿಪಿಐ ಹನುಮಂತರಾಯಪ್ಪ, ಪುರಸಭೆ ಉಪಾಧ್ಯಕ್ಷೆ ಸುಜಾತ ಶಂಕರ್ ನಾರಾಯಣ್, ಅರ್ಚಕ ಲಕ್ಷ್ಮಿ ಪ್ರಸಾದ್ ಸೇರಿದಂತೆ ಮಧುಗಿರಿ ಸಮಸ್ತ ಭಕ್ತಾದಿಗಳು ಹಾಜರಿದ್ದರು. (746, 434, 914, 471)
